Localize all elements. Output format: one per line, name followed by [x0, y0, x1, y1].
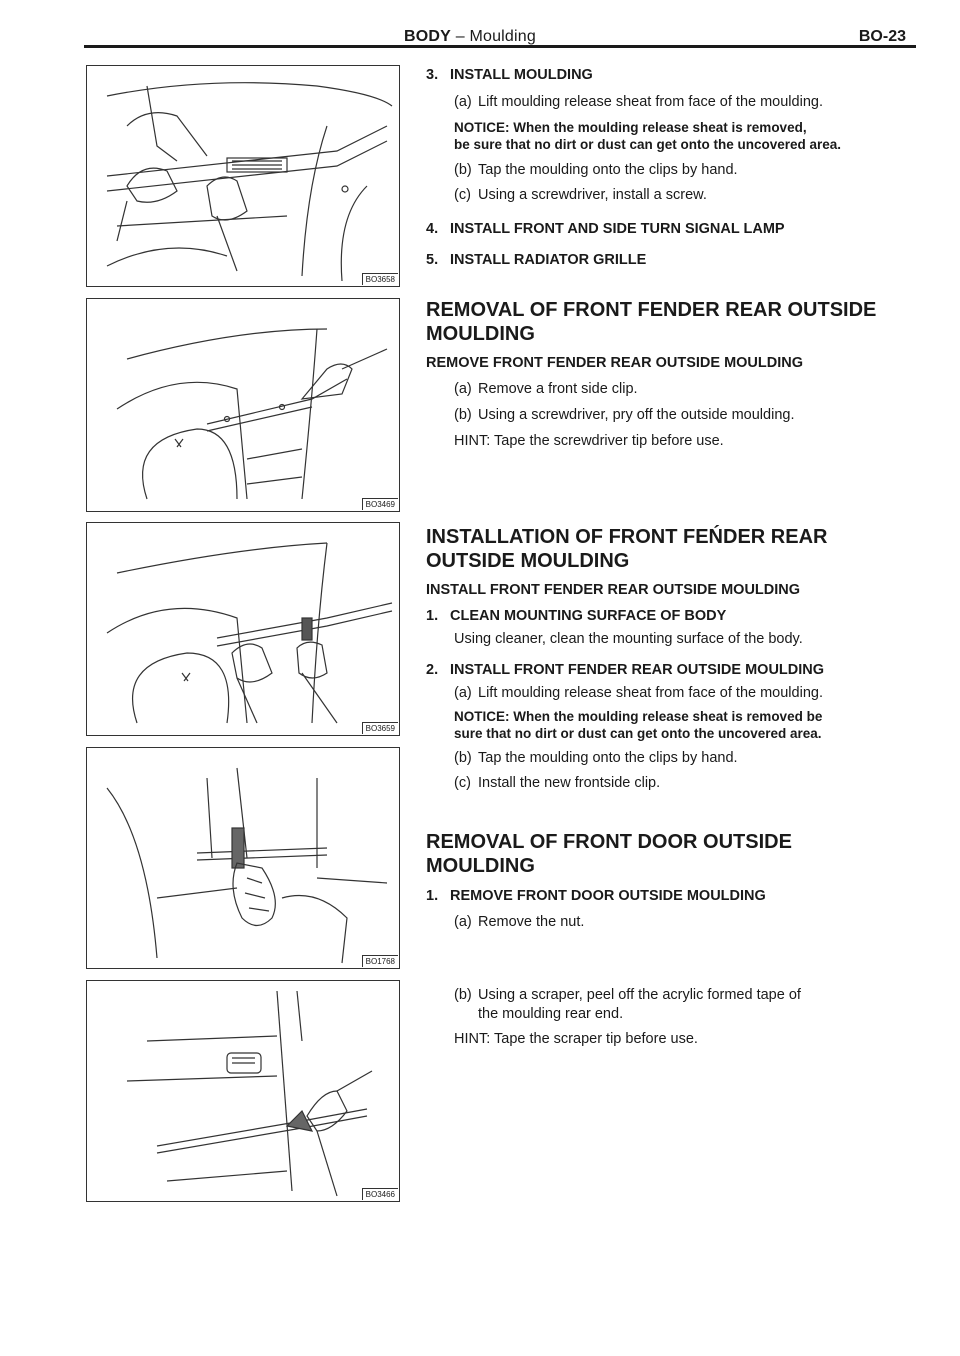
figure-code: BO1768 — [362, 955, 398, 967]
heading-line: REMOVAL OF FRONT DOOR OUTSIDE — [426, 831, 792, 853]
step-1a — [426, 913, 792, 931]
step-2 — [426, 661, 827, 679]
sub-number: (a) — [454, 94, 472, 110]
sub-text: Lift moulding release sheat from face of the moulding. — [478, 685, 823, 701]
notice-line: NOTICE: When the moulding release sheat is removed be — [454, 709, 823, 724]
section-heading — [426, 525, 827, 573]
sub-text: Tap the moulding onto the clips by hand. — [478, 750, 738, 766]
header-title — [404, 28, 536, 46]
step-5 — [426, 251, 841, 269]
section-heading — [426, 830, 792, 878]
notice-line: be sure that no dirt or dust can get onto the uncovered area. — [454, 137, 842, 152]
sub-number: (a) — [454, 381, 472, 397]
section-removal-fender — [426, 298, 876, 450]
sub-number: (a) — [454, 685, 472, 701]
step-1 — [426, 887, 792, 905]
heading-line: MOULDING — [426, 855, 535, 877]
figure-code: BO3469 — [362, 498, 398, 510]
step-label: INSTALL FRONT FENDER REAR OUTSIDE MOULDING — [450, 662, 825, 678]
step-1b — [426, 986, 801, 1024]
step-3a — [426, 93, 841, 111]
hint: HINT: Tape the screwdriver tip before use. — [454, 433, 724, 449]
step-3 — [426, 66, 841, 84]
illustration-screwdriver-prying-moulding — [87, 299, 399, 511]
step-b — [426, 406, 876, 424]
figure-code: BO3466 — [362, 1188, 398, 1200]
illustration-scraper-peeling-tape — [87, 981, 399, 1201]
figure-peel-tape — [86, 980, 400, 1202]
header-dash: – — [455, 28, 465, 45]
sub-number: (b) — [454, 162, 472, 178]
step-number: 2. — [426, 662, 439, 678]
step-label: INSTALL FRONT AND SIDE TURN SIGNAL LAMP — [450, 221, 785, 237]
illustration-hands-pressing-moulding — [87, 523, 399, 735]
notice-1 — [426, 119, 841, 153]
figure-remove-fender-moulding — [86, 298, 400, 512]
notice-2 — [426, 708, 827, 742]
figure-install-moulding — [86, 65, 400, 287]
section-heading — [426, 298, 876, 346]
notice-line: sure that no dirt or dust can get onto the uncovered area. — [454, 726, 822, 741]
sub-text: Remove a front side clip. — [478, 381, 638, 397]
step-label: INSTALL MOULDING — [450, 67, 593, 83]
sub-number: (b) — [454, 750, 472, 766]
sub-text: Using a screwdriver, install a screw. — [478, 187, 707, 203]
sub-number: (c) — [454, 187, 471, 203]
sub-number: (c) — [454, 775, 471, 791]
figure-remove-nut — [86, 747, 400, 969]
step-2b — [426, 749, 827, 767]
notice-line: NOTICE: When the moulding release sheat is removed, — [454, 120, 807, 135]
section-install-moulding — [426, 66, 841, 269]
section-removal-door — [426, 830, 792, 931]
header-rule — [84, 45, 916, 48]
step-a — [426, 380, 876, 398]
figure-code: BO3658 — [362, 273, 398, 285]
figure-code: BO3659 — [362, 722, 398, 734]
illustration-wrench-removing-nut — [87, 748, 399, 968]
sub-text: Using a scraper, peel off the acrylic formed tape of — [478, 987, 801, 1003]
section-installation-fender — [426, 525, 827, 792]
sub-text: Tap the moulding onto the clips by hand. — [478, 162, 738, 178]
sub-number: (b) — [454, 407, 472, 423]
sub-number: (b) — [454, 987, 472, 1003]
header-topic: Moulding — [469, 28, 536, 45]
step-number: 4. — [426, 221, 439, 237]
hint: HINT: Tape the scraper tip before use. — [454, 1031, 698, 1047]
heading-line: REMOVAL OF FRONT FENDER REAR OUTSIDE — [426, 299, 877, 321]
sub-text: Remove the nut. — [478, 914, 585, 930]
step-4 — [426, 220, 841, 238]
sub-number: (a) — [454, 914, 472, 930]
heading-line: OUTSIDE MOULDING — [426, 550, 630, 572]
step-1-text: Using cleaner, clean the mounting surface of the body. — [454, 631, 803, 647]
heading-line: MOULDING — [426, 323, 535, 345]
step-label: INSTALL RADIATOR GRILLE — [450, 252, 647, 268]
section-removal-door-cont — [426, 986, 801, 1048]
page-number: BO-23 — [858, 28, 906, 45]
step-number: 1. — [426, 608, 439, 624]
header-section: BODY — [404, 28, 452, 45]
step-number: 5. — [426, 252, 439, 268]
step-label: CLEAN MOUNTING SURFACE OF BODY — [450, 608, 727, 624]
sub-text: the moulding rear end. — [478, 1006, 624, 1022]
sub-text: Install the new frontside clip. — [478, 775, 661, 791]
sub-text: Using a screwdriver, pry off the outside moulding. — [478, 407, 795, 423]
sub-text: Lift moulding release sheat from face of the moulding. — [478, 94, 823, 110]
step-2a — [426, 684, 827, 702]
illustration-hands-installing-moulding — [87, 66, 399, 286]
step-label: REMOVE FRONT DOOR OUTSIDE MOULDING — [450, 888, 766, 904]
step-2c — [426, 774, 827, 792]
figure-install-fender-moulding — [86, 522, 400, 736]
step-3b — [426, 161, 841, 179]
step-number: 3. — [426, 67, 439, 83]
step-number: 1. — [426, 888, 439, 904]
subheading: REMOVE FRONT FENDER REAR OUTSIDE MOULDING — [426, 355, 804, 371]
step-3c — [426, 186, 841, 204]
subheading: INSTALL FRONT FENDER REAR OUTSIDE MOULDING — [426, 582, 801, 598]
heading-line: INSTALLATION OF FRONT FEŃDER REAR — [426, 526, 828, 548]
step-1 — [426, 607, 827, 625]
